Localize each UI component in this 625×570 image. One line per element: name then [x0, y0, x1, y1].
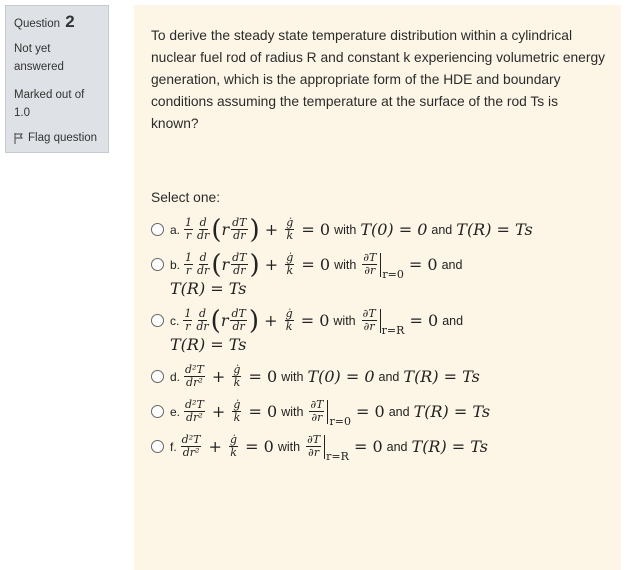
question-content: [134, 5, 621, 570]
answer-option-f[interactable]: f. $\frac{\text{d²T}}{\text{dr²}}$ + $\frac{ġ}{k}$ = 0 with $\frac{\partial T}{\partial r}$ r=R = 0 and T(R) = Ts: [151, 434, 605, 459]
equation-c: $\frac{1}{r}$ $\frac{d}{dr}$ ( r $\frac{dT}{dr}$ ) + $\frac{ġ}{k}$ = 0 with $\frac{\partial T}{\partial r}$ r=R = 0 and: [184, 305, 464, 337]
answer-option-d[interactable]: d. $\frac{\text{d²T}}{\text{dr²}}$ + $\frac{ġ}{k}$ = 0 with T(0) = 0 and T(R) = Ts: [151, 364, 605, 389]
equation-f: $\frac{\text{d²T}}{\text{dr²}}$ + $\frac{ġ}{k}$ = 0 with $\frac{\partial T}{\partial r}$ r=R = 0 and T(R) = Ts: [181, 433, 489, 463]
radio-e[interactable]: [151, 405, 164, 418]
answer-option-e[interactable]: e. $\frac{\text{d²T}}{\text{dr²}}$ + $\frac{ġ}{k}$ = 0 with $\frac{\partial T}{\partial r}$ r=0 = 0 and T(R) = Ts: [151, 399, 605, 424]
flag-icon: [14, 133, 24, 144]
marked-out-of: Marked out of 1.0: [14, 89, 85, 119]
answer-option-a[interactable]: a. $\frac{1}{r}$ $\frac{d}{dr}$ ( r $\frac{dT}{dr}$ ) + $\frac{ġ}{k}$ = 0 with T(0) = 0 and T(R) = Ts: [151, 217, 605, 242]
radio-d[interactable]: [151, 370, 164, 383]
equation-b: $\frac{1}{r}$ $\frac{d}{dr}$ ( r $\frac{dT}{dr}$ ) + $\frac{ġ}{k}$ = 0 with $\frac{\partial T}{\partial r}$ r=0 = 0 and: [185, 249, 463, 281]
answer-option-c[interactable]: c. $\frac{1}{r}$ $\frac{d}{dr}$ ( r $\frac{dT}{dr}$ ) + $\frac{ġ}{k}$ = 0 with $\frac{\partial T}{\partial r}$ r=R = 0 and T(R) = Ts: [151, 308, 605, 354]
equation-e: $\frac{\text{d²T}}{\text{dr²}}$ + $\frac{ġ}{k}$ = 0 with $\frac{\partial T}{\partial r}$ r=0 = 0 and T(R) = Ts: [185, 398, 491, 428]
question-info-panel: [5, 5, 109, 153]
question-text: To derive the steady state temperature distribution within a cylindrical nuclear fuel rod of radius R and constant k experiencing volumetric energy generation, which is the appropriate form of the HDE and boundary conditions assuming the temperature at the surface of the rod Ts is known?: [151, 28, 606, 131]
radio-f[interactable]: [151, 440, 164, 453]
answer-option-b[interactable]: b. $\frac{1}{r}$ $\frac{d}{dr}$ ( r $\frac{dT}{dr}$ ) + $\frac{ġ}{k}$ = 0 with $\frac{\partial T}{\partial r}$ r=0 = 0 and T(R) = Ts: [151, 252, 605, 298]
radio-a[interactable]: [151, 223, 164, 236]
question-number: Question 2: [14, 12, 75, 31]
radio-c[interactable]: [151, 314, 164, 327]
equation-d: $\frac{\text{d²T}}{\text{dr²}}$ + $\frac{ġ}{k}$ = 0 with T(0) = 0 and T(R) = Ts: [185, 363, 480, 389]
flag-question-button[interactable]: Flag question: [14, 130, 100, 146]
equation-a: $\frac{1}{r}$ $\frac{d}{dr}$ ( r $\frac{dT}{dr}$ ) + $\frac{ġ}{k}$ = 0 with T(0) = 0 and T(R) = Ts: [185, 214, 533, 245]
radio-b[interactable]: [151, 258, 164, 271]
select-one-label: Select one:: [151, 190, 221, 205]
answer-list: [151, 214, 605, 463]
question-status: Not yet answered: [14, 43, 64, 73]
